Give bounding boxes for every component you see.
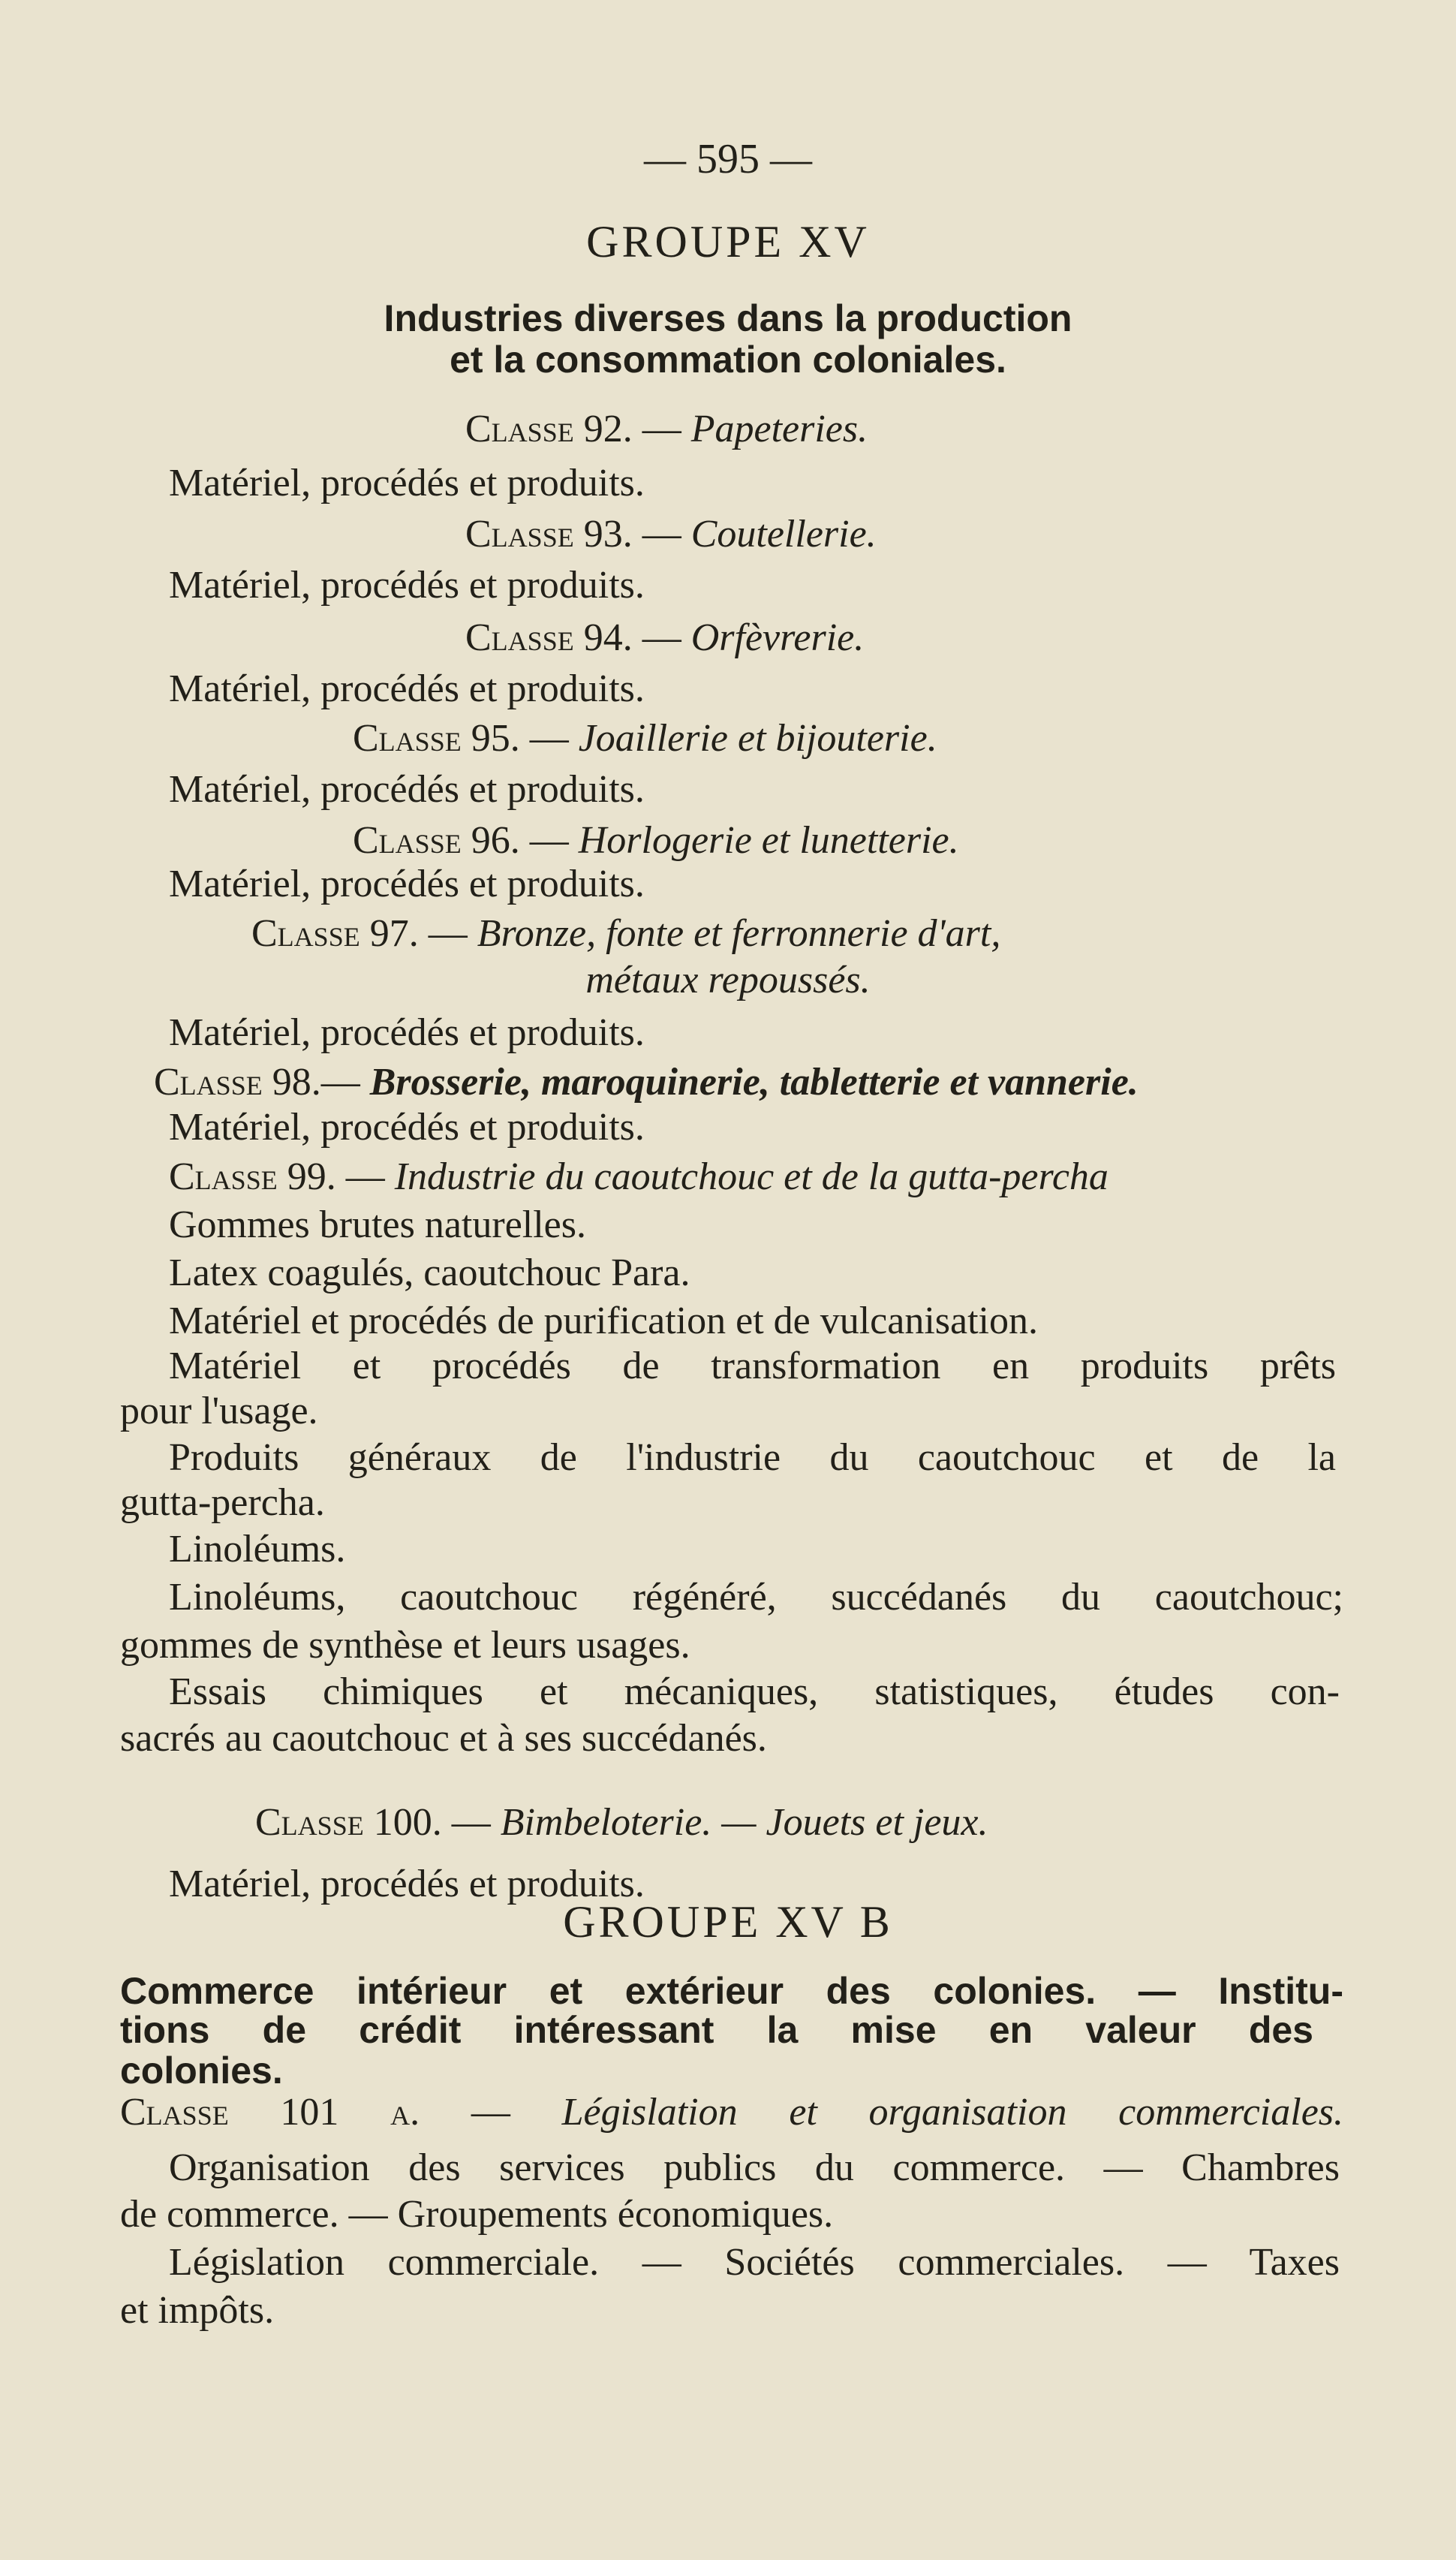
class-body: Matériel, procédés et produits. (169, 768, 645, 811)
class-title: Législation et organisation commerciales. (561, 2091, 1344, 2134)
groupe-xv-subtitle-1: Industries diverses dans la production (384, 297, 1072, 339)
groupe-xv-subtitle-2: et la consommation coloniales. (450, 339, 1006, 381)
class-body: Matériel, procédés et produits. (169, 667, 645, 710)
class-heading (465, 510, 877, 559)
class-title: Orfèvrerie. (690, 616, 865, 659)
class-body: Matériel, procédés et produits. (169, 462, 645, 504)
class-title: Industrie du caoutchouc et de la gutta-percha (394, 1155, 1109, 1198)
list-item: Produits généraux de l'industrie du caoutchouc et de la (169, 1436, 1336, 1479)
class-body: Matériel, procédés et produits. (169, 564, 645, 607)
class-separator: — (632, 408, 691, 450)
class-label: Classe 98. (154, 1061, 321, 1104)
class-label: Classe 99. (169, 1155, 336, 1198)
groupe-xvb-subtitle-3: colonies. (120, 2050, 283, 2092)
class-label: Classe 93. (465, 513, 633, 556)
class-heading (465, 405, 868, 453)
class-separator: — (519, 819, 579, 862)
class-body: Législation commerciale. — Sociétés commerciales. — Taxes (169, 2241, 1340, 2284)
groupe-xv-title: GROUPE XV (586, 217, 870, 267)
class-body: Matériel, procédés et produits. (169, 1011, 645, 1054)
groupe-xvb-title: GROUPE XV B (563, 1897, 893, 1947)
list-item: Matériel et procédés de purification et de vulcanisation. (169, 1300, 1038, 1342)
class-separator: — (418, 912, 477, 955)
class-label: Classe 96. (353, 819, 520, 862)
class-heading (353, 715, 937, 763)
class-label: Classe 94. (465, 616, 633, 659)
list-item: Linoléums, caoutchouc régénéré, succédanés du caoutchouc; (169, 1576, 1343, 1619)
class-body-continuation: et impôts. (120, 2289, 275, 2332)
list-item: Latex coagulés, caoutchouc Para. (169, 1251, 690, 1294)
list-item: Matériel et procédés de transformation en produits prêts (169, 1345, 1336, 1387)
list-item-continuation: sacrés au caoutchouc et à ses succédanés. (120, 1717, 767, 1760)
class-label: Classe 100. (255, 1801, 442, 1844)
class-heading (251, 910, 1000, 958)
list-item-continuation: gommes de synthèse et leurs usages. (120, 1624, 690, 1667)
list-item: Essais chimiques et mécaniques, statistiques, études con- (169, 1670, 1340, 1713)
class-heading (255, 1799, 988, 1847)
list-item-continuation: gutta-percha. (120, 1481, 325, 1524)
class-title: Coutellerie. (690, 513, 877, 556)
class-heading (154, 1059, 1139, 1107)
class-body-continuation: de commerce. — Groupements économiques. (120, 2193, 834, 2236)
class-label: Classe 97. (251, 912, 419, 955)
class-separator: — (441, 1801, 501, 1844)
class-heading (169, 1153, 1109, 1201)
list-item-continuation: pour l'usage. (120, 1390, 318, 1432)
list-item: Gommes brutes naturelles. (169, 1203, 586, 1246)
class-title: Bronze, fonte et ferronnerie d'art, (477, 912, 1001, 955)
class-body: Matériel, procédés et produits. (169, 863, 645, 905)
class-label: Classe 101 a. (120, 2091, 420, 2134)
class-separator: — (632, 513, 691, 556)
groupe-xvb-subtitle-1: Commerce intérieur et extérieur des colonies. — Institu- (120, 1970, 1343, 2012)
list-item: Linoléums. (169, 1528, 346, 1571)
class-heading (465, 614, 864, 662)
class-title: Brosserie, maroquinerie, tabletterie et vannerie. (369, 1061, 1139, 1104)
class-body: Matériel, procédés et produits. (169, 1106, 645, 1149)
class-title: Papeteries. (690, 408, 868, 450)
class-label: Classe 95. (353, 717, 520, 760)
page-number: — 595 — (644, 136, 812, 182)
class-title: Bimbeloterie. — Jouets et jeux. (500, 1801, 988, 1844)
class-label: Classe 92. (465, 408, 633, 450)
class-body: Organisation des services publics du commerce. — Chambres (169, 2146, 1340, 2189)
class-separator: — (335, 1155, 395, 1198)
class-separator: — (320, 1061, 370, 1104)
class-body: Matériel, procédés et produits. (169, 1863, 645, 1905)
groupe-xvb-subtitle-2: tions de crédit intéressant la mise en valeur des (120, 2009, 1313, 2051)
class-separator: — (632, 616, 691, 659)
class-title: Joaillerie et bijouterie. (578, 717, 937, 760)
class-heading: Classe 101 a. — Législation et organisation commerciales. (120, 2091, 1344, 2134)
class-title: Horlogerie et lunetterie. (578, 819, 959, 862)
class-title-continuation: métaux repoussés. (585, 959, 871, 1001)
class-heading (353, 817, 959, 865)
class-separator: — (519, 717, 579, 760)
